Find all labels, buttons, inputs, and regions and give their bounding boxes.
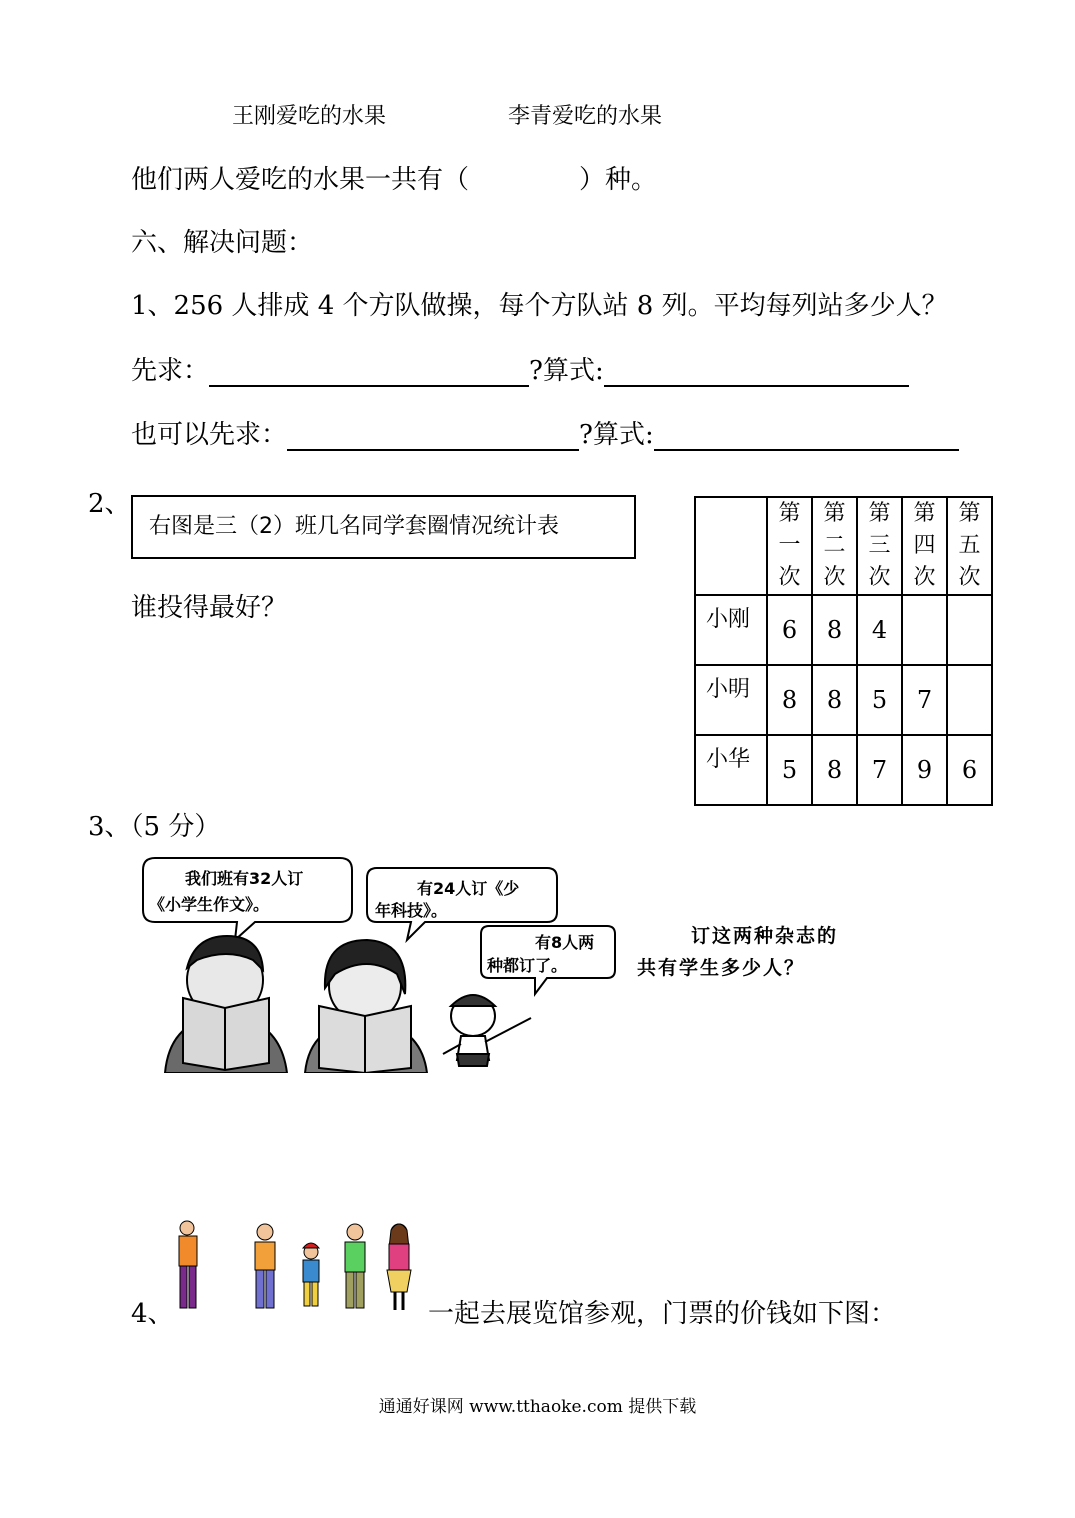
kid-bubble-line1: 有8人两 xyxy=(535,933,595,952)
table-cell: 6 xyxy=(767,595,812,665)
q1-alt-blank[interactable] xyxy=(287,419,579,451)
child-icon xyxy=(303,1243,319,1306)
boy-bubble-line1: 我们班有32人订 xyxy=(185,869,304,888)
boy-reading-icon xyxy=(165,936,287,1073)
table-header-cell: 第一次 xyxy=(767,497,812,595)
table-cell: 8 xyxy=(812,595,857,665)
table-header-cell: 第三次 xyxy=(857,497,902,595)
row-name: 小华 xyxy=(695,735,767,805)
q4-text: 一起去展览馆参观，门票的价钱如下图： xyxy=(428,1299,897,1329)
q2-note-box xyxy=(131,495,636,559)
table-header-cell: 第五次 xyxy=(947,497,992,595)
table-cell xyxy=(947,665,992,735)
q4-number: 4、 xyxy=(131,1299,174,1329)
table-cell: 4 xyxy=(857,595,902,665)
kid-bubble-line2: 种都订了。 xyxy=(487,956,568,975)
girl-reading-icon xyxy=(305,940,427,1073)
section-title: 六、解决问题： xyxy=(131,228,314,258)
q1-alt-label: 也可以先求： xyxy=(131,420,288,450)
family-group-illustration xyxy=(165,1218,425,1318)
table-cell: 8 xyxy=(812,665,857,735)
table-cell: 7 xyxy=(902,665,947,735)
q1-alt-formula-label: ?算式: xyxy=(579,420,654,450)
q1-text: 1、256 人排成 4 个方队做操，每个方队站 8 列。平均每列站多少人？ xyxy=(131,291,948,321)
q1-first-row xyxy=(131,350,909,387)
girl-bubble-line1: 有24人订《少 xyxy=(417,879,520,898)
magazine-illustration xyxy=(135,848,895,1073)
table-header-cell: 第四次 xyxy=(902,497,947,595)
q1-alt-formula-blank[interactable] xyxy=(654,419,959,451)
ring-toss-table xyxy=(694,496,993,806)
venn-question-after: ）种。 xyxy=(579,165,658,195)
table-header-cell: 第二次 xyxy=(812,497,857,595)
grandpa-icon xyxy=(255,1224,275,1308)
girl-bubble-line2: 年科技》。 xyxy=(375,901,448,920)
boy-bubble-line2: 《小学生作文》。 xyxy=(149,895,270,914)
q1-formula-label: ?算式: xyxy=(529,356,604,386)
venn-question-before: 他们两人爱吃的水果一共有（ xyxy=(131,165,470,195)
table-header-row xyxy=(695,497,992,595)
table-cell: 5 xyxy=(857,665,902,735)
q3-number: 3、（5 分） xyxy=(88,812,221,842)
venn-label-left: 王刚爱吃的水果 xyxy=(232,104,387,129)
row-name: 小明 xyxy=(695,665,767,735)
table-row xyxy=(695,735,992,805)
q2-number: 2、 xyxy=(88,489,131,519)
table-cell xyxy=(902,595,947,665)
footer-credit: 通通好课网 www.tthaoke.com 提供下载 xyxy=(378,1397,697,1417)
table-cell: 9 xyxy=(902,735,947,805)
venn-question xyxy=(131,159,657,196)
row-name: 小刚 xyxy=(695,595,767,665)
q3-question-line1: 订这两种杂志的 xyxy=(691,925,839,947)
table-cell: 6 xyxy=(947,735,992,805)
cartoon-kid-icon xyxy=(443,995,531,1066)
table-row xyxy=(695,595,992,665)
table-cell: 8 xyxy=(767,665,812,735)
table-cell: 8 xyxy=(812,735,857,805)
table-cell xyxy=(947,595,992,665)
woman-icon xyxy=(387,1224,411,1310)
q3-question-line2: 共有学生多少人？ xyxy=(637,957,806,979)
table-cell: 5 xyxy=(767,735,812,805)
q2-question: 谁投得最好？ xyxy=(131,593,288,623)
table-cell: 7 xyxy=(857,735,902,805)
q1-formula-blank[interactable] xyxy=(604,355,909,387)
table-corner-cell xyxy=(695,497,767,595)
q1-first-blank[interactable] xyxy=(209,355,529,387)
venn-label-right: 李青爱吃的水果 xyxy=(508,104,663,129)
table-row xyxy=(695,665,992,735)
q1-alt-row xyxy=(131,414,959,451)
grandma-icon xyxy=(345,1224,365,1308)
q2-note: 右图是三（2）班几名同学套圈情况统计表 xyxy=(149,514,559,539)
q1-first-label: 先求： xyxy=(131,356,210,386)
man-icon xyxy=(179,1221,197,1308)
